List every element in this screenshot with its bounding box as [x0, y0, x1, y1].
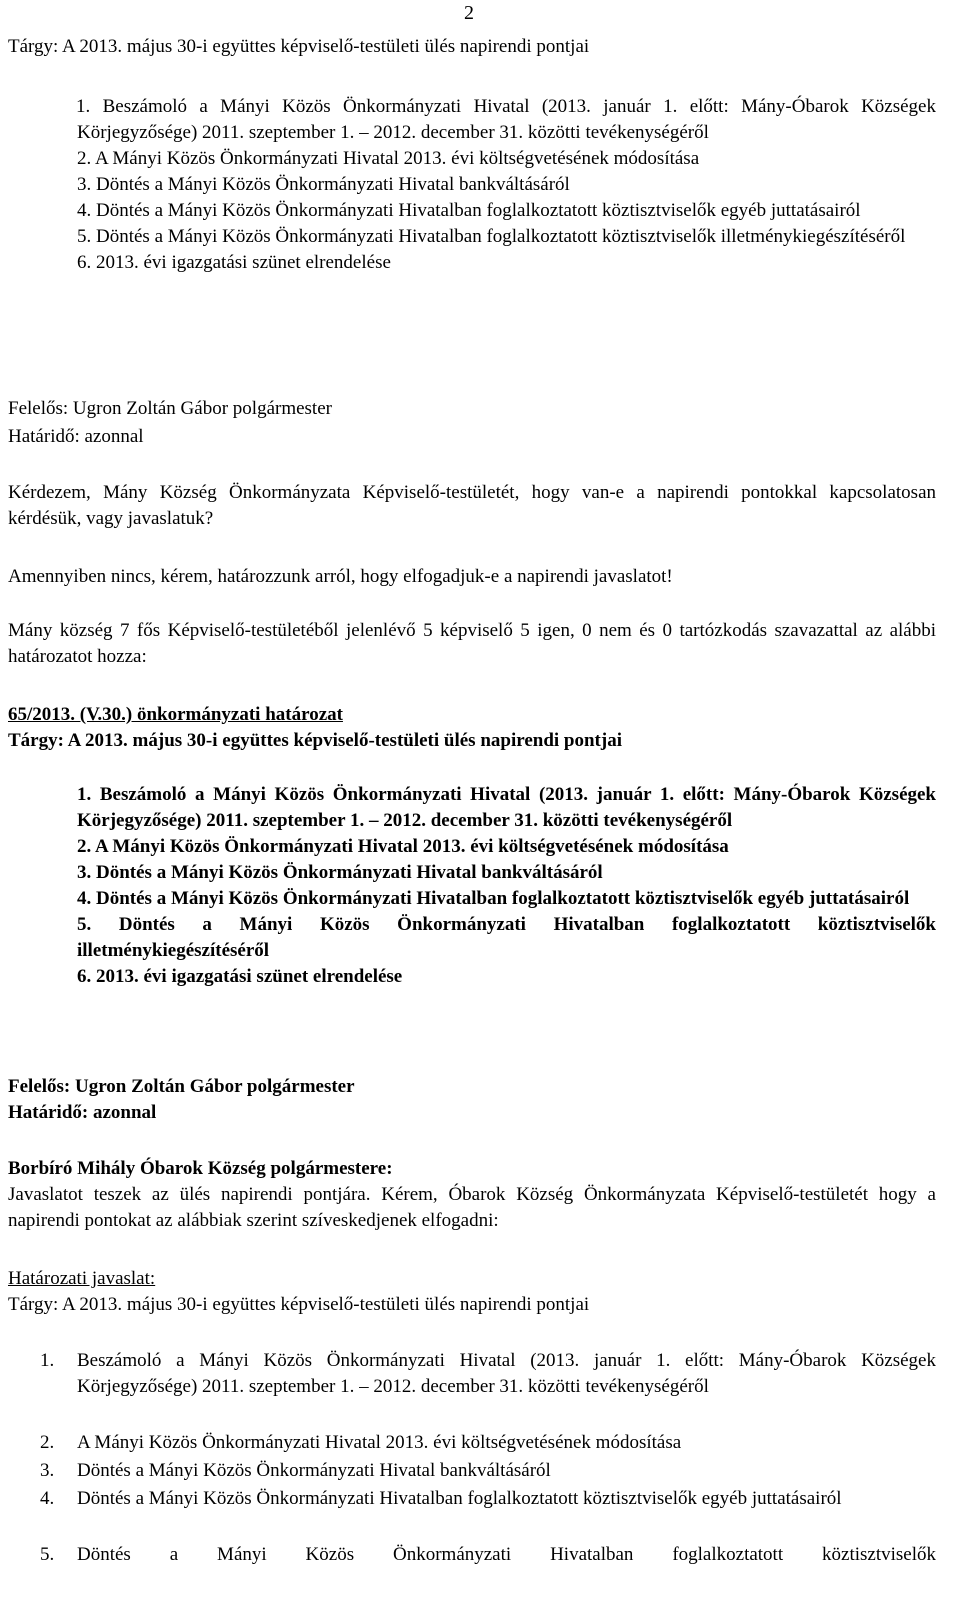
draft-subject: Tárgy: A 2013. május 30-i együttes képviselő-testületi ülés napirendi pontjai: [8, 1294, 590, 1315]
draft-item-2: A Mányi Közös Önkormányzati Hivatal 2013. évi költségvetésének módosítása: [77, 1432, 682, 1453]
resolution-item-5: 5. Döntés a Mányi Közös Önkormányzati Hivatalban foglalkoztatott köztisztviselők illetménykiegészítéséről: [77, 914, 937, 961]
draft-item-5: Döntés a Mányi Közös Önkormányzati Hivatalban foglalkoztatott köztisztviselők: [77, 1544, 936, 1565]
deadline: Határidő: azonnal: [8, 426, 144, 447]
resolution-item-3: 3. Döntés a Mányi Közös Önkormányzati Hivatal bankváltásáról: [77, 862, 603, 883]
draft-num-5: 5.: [40, 1544, 55, 1565]
draft-item-4: Döntés a Mányi Közös Önkormányzati Hivatalban foglalkoztatott köztisztviselők egyéb juttatásairól: [77, 1488, 842, 1509]
draft-num-2: 2.: [40, 1432, 55, 1453]
responsible-person: Felelős: Ugron Zoltán Gábor polgármester: [8, 398, 332, 419]
agenda-item-2: 2. A Mányi Közös Önkormányzati Hivatal 2013. évi költségvetésének módosítása: [77, 148, 700, 169]
draft-num-3: 3.: [40, 1460, 55, 1481]
resolution-deadline: Határidő: azonnal: [8, 1102, 157, 1123]
resolution-list: [77, 782, 936, 990]
resolution-item-1: 1. Beszámoló a Mányi Közös Önkormányzati Hivatal (2013. január 1. előtt: Mány-Óbarok Községek Körjegyzősége) 2011. szeptember 1. – 2012. december 31. közötti tevékenységéről: [77, 784, 936, 831]
vote-paragraph: Mány község 7 fős Képviselő-testületéből jelenlévő 5 képviselő 5 igen, 0 nem és 0 tartózkodás szavazattal az alábbi határozatot hozza:: [8, 620, 936, 667]
draft-label: Határozati javaslat:: [8, 1268, 156, 1289]
resolution-item-4: 4. Döntés a Mányi Közös Önkormányzati Hivatalban foglalkoztatott köztisztviselők egyéb juttatásairól: [77, 888, 910, 909]
question-paragraph: Kérdezem, Mány Község Önkormányzata Képviselő-testületét, hogy van-e a napirendi pontokkal kapcsolatosan kérdésük, vagy javaslatuk?: [8, 482, 936, 529]
agenda-item-6: 6. 2013. évi igazgatási szünet elrendelése: [77, 252, 391, 273]
resolution-item-2: 2. A Mányi Közös Önkormányzati Hivatal 2013. évi költségvetésének módosítása: [77, 836, 729, 857]
agenda-item-4: 4. Döntés a Mányi Közös Önkormányzati Hivatalban foglalkoztatott köztisztviselők egyéb juttatásairól: [77, 200, 861, 221]
resolution-item-6: 6. 2013. évi igazgatási szünet elrendelése: [77, 966, 403, 987]
resolution-subject: Tárgy: A 2013. május 30-i együttes képviselő-testületi ülés napirendi pontjai: [8, 730, 622, 751]
agenda-item-3: 3. Döntés a Mányi Közös Önkormányzati Hivatal bankváltásáról: [77, 174, 570, 195]
page-number: 2: [464, 2, 474, 24]
draft-item-1: Beszámoló a Mányi Közös Önkormányzati Hivatal (2013. január 1. előtt: Mány-Óbarok Községek Körjegyzősége) 2011. szeptember 1. – 2012. december 31. közötti tevékenységéről: [77, 1350, 936, 1397]
draft-num-4: 4.: [40, 1488, 55, 1509]
agenda-item-5: 5. Döntés a Mányi Közös Önkormányzati Hivatalban foglalkoztatott köztisztviselők illetménykiegészítéséről: [77, 226, 906, 247]
proposal-paragraph: Amennyiben nincs, kérem, határozzunk arról, hogy elfogadjuk-e a napirendi javaslatot!: [8, 566, 673, 587]
resolution-responsible: Felelős: Ugron Zoltán Gábor polgármester: [8, 1076, 355, 1097]
agenda-subject: Tárgy: A 2013. május 30-i együttes képviselő-testületi ülés napirendi pontjai: [8, 36, 590, 57]
speaker-text: Javaslatot teszek az ülés napirendi pontjára. Kérem, Óbarok Község Önkormányzata Képviselő-testületét hogy a napirendi pontokat az alábbiak szerint szíveskedjenek elfogadni:: [8, 1184, 936, 1231]
agenda-item-1: 1. Beszámoló a Mányi Közös Önkormányzati Hivatal (2013. január 1. előtt: Mány-Óbarok Községek Körjegyzősége) 2011. szeptember 1. – 2012. december 31. közötti tevékenységéről: [76, 96, 936, 143]
draft-num-1: 1.: [40, 1350, 55, 1371]
draft-item-3: Döntés a Mányi Közös Önkormányzati Hivatal bankváltásáról: [77, 1460, 551, 1481]
agenda-list: [77, 94, 936, 276]
speaker-name: Borbíró Mihály Óbarok Község polgármestere:: [8, 1158, 393, 1179]
resolution-title: 65/2013. (V.30.) önkormányzati határozat: [8, 704, 343, 725]
